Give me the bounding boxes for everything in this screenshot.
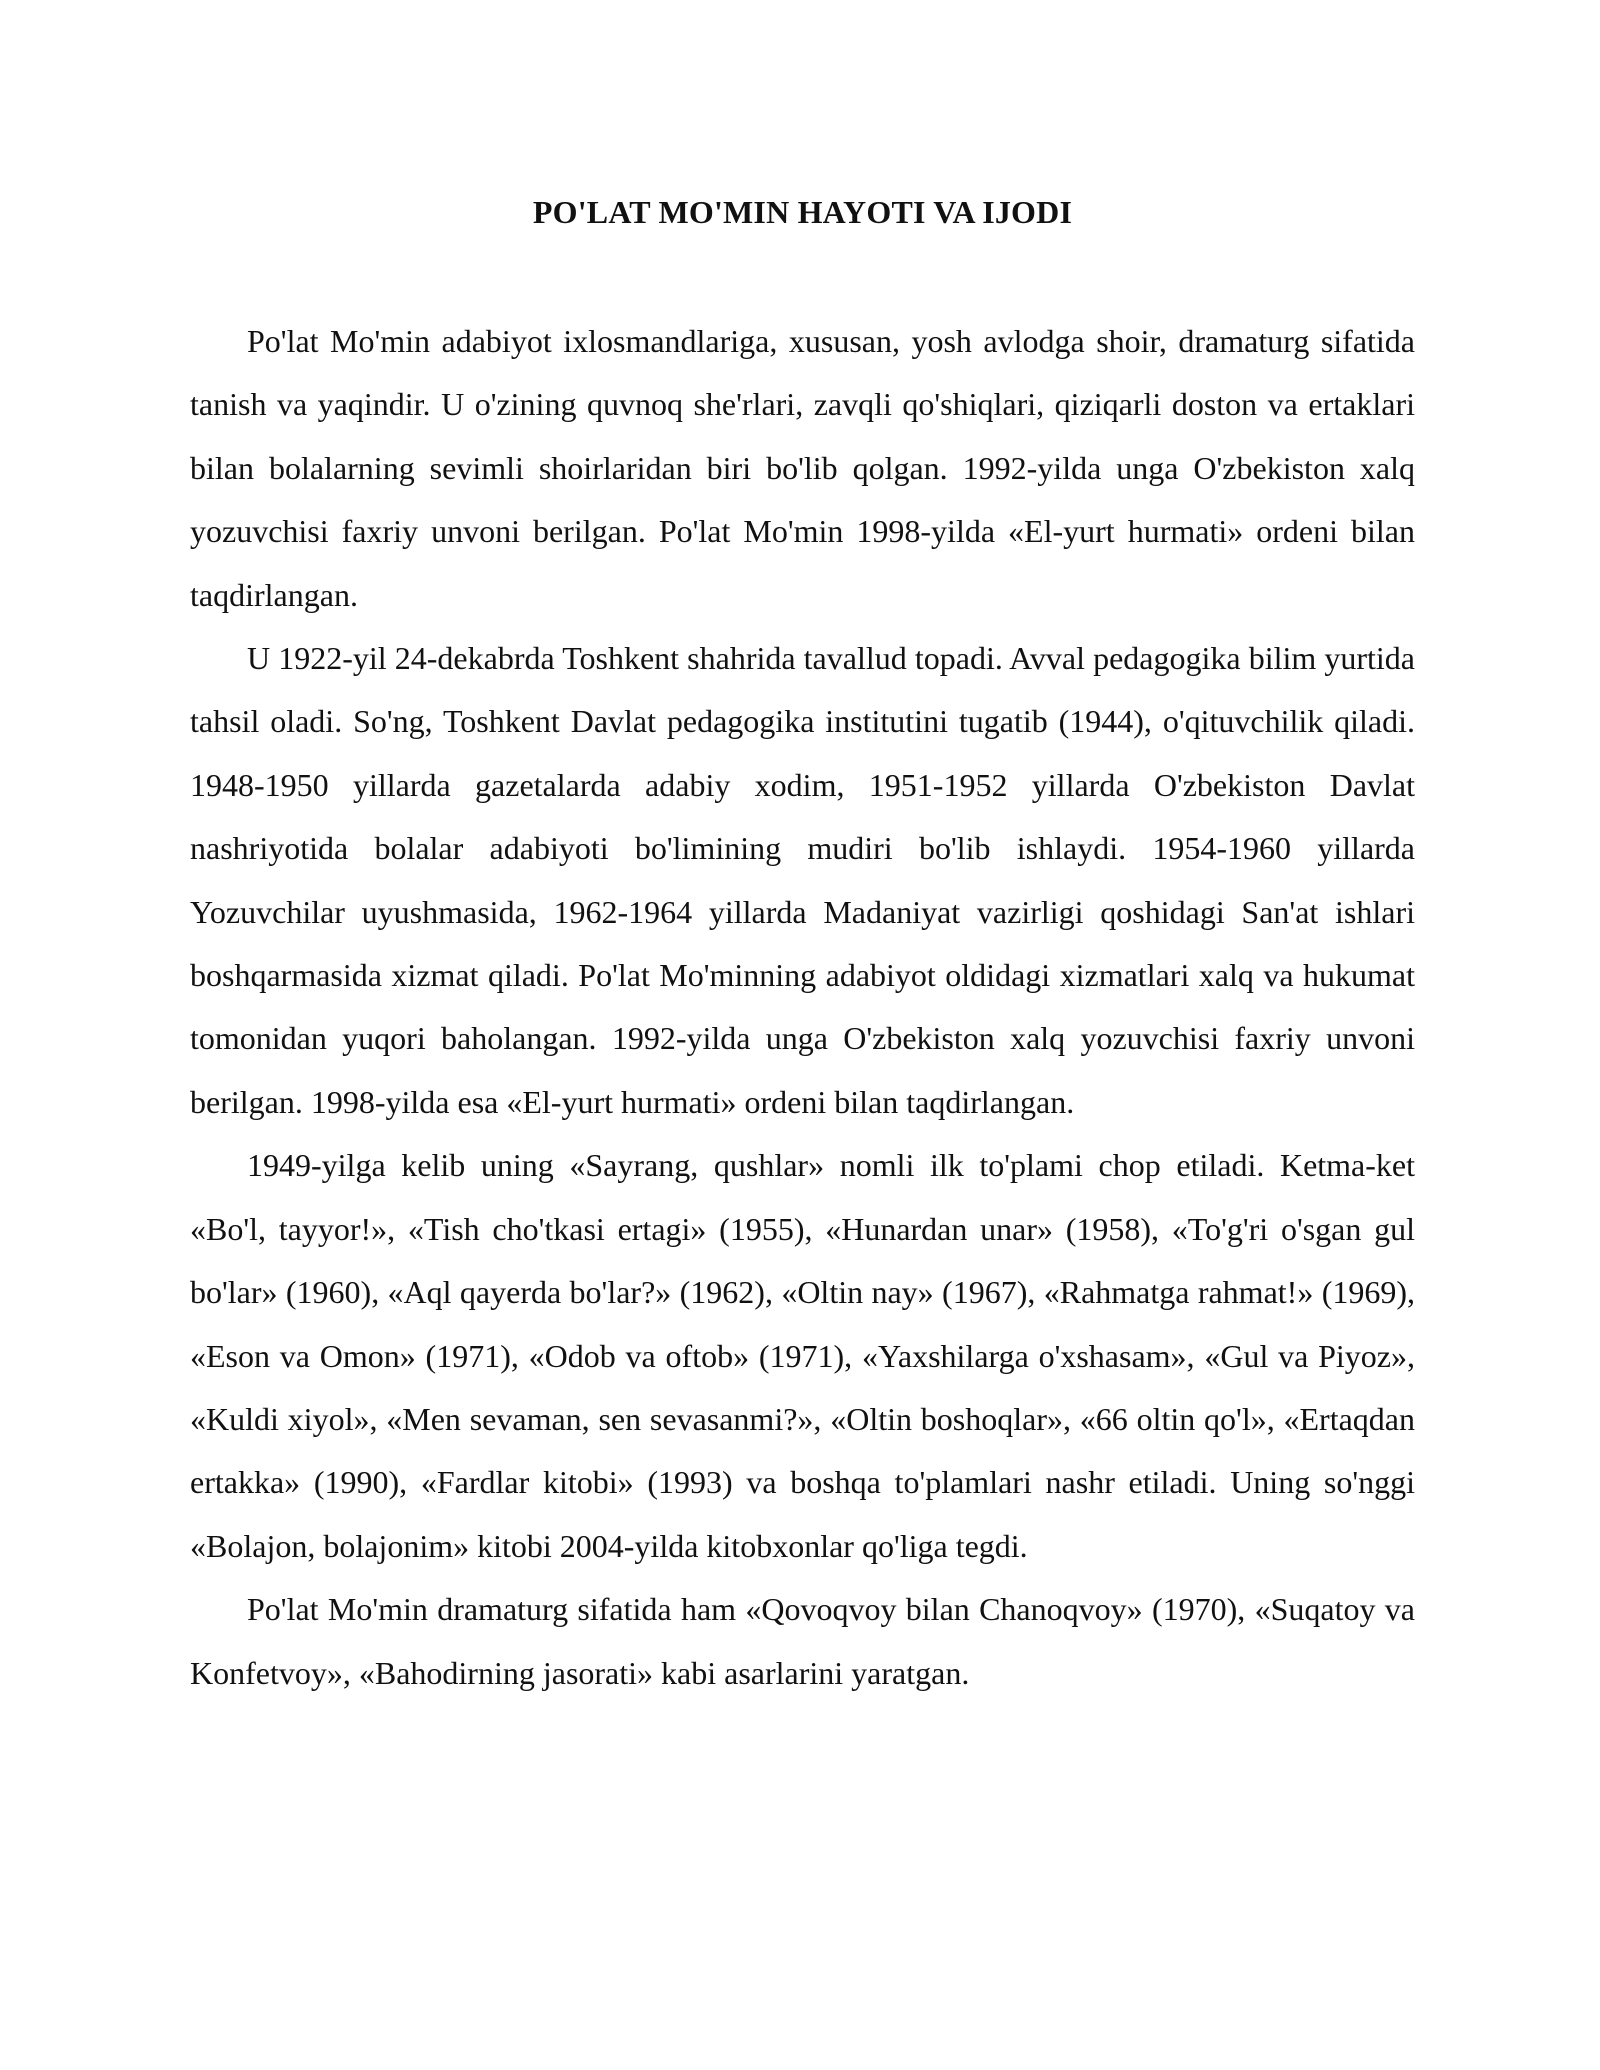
paragraph-2: U 1922-yil 24-dekabrda Toshkent shahrida tavallud topadi. Avval pedagogika bilim yurtida tahsil oladi. So'ng, Toshkent Davlat pedagogika institutini tugatib (1944), o'qituvchilik qiladi. 1948-1950 yillarda gazetalarda adabiy xodim, 1951-1952 yillarda O'zbekiston Davlat nashriyotida bolalar adabiyoti bo'limining mudiri bo'lib ishlaydi. 1954-1960 yillarda Yozuvchilar uyushmasida, 1962-1964 yillarda Madaniyat vazirligi qoshidagi San'at ishlari boshqarmasida xizmat qiladi. Po'lat Mo'minning adabiyot oldidagi xizmatlari xalq va hukumat tomonidan yuqori baholangan. 1992-yilda unga O'zbekiston xalq yozuvchisi faxriy unvoni berilgan. 1998-yilda esa «El-yurt hurmati» ordeni bilan taqdirlangan. [190, 640, 1415, 1120]
page-title: PO'LAT MO'MIN HAYOTI VA IJODI [532, 194, 1073, 230]
paragraph-4: Po'lat Mo'min dramaturg sifatida ham «Qovoqvoy bilan Chanoqvoy» (1970), «Suqatoy va Konfetvoy», «Bahodirning jasorati» kabi asarlarini yaratgan. [190, 1591, 1415, 1691]
paragraph-3: 1949-yilga kelib uning «Sayrang, qushlar» nomli ilk to'plami chop etiladi. Ketma-ket «Bo'l, tayyor!», «Tish cho'tkasi ertagi» (1955), «Hunardan unar» (1958), «To'g'ri o'sgan gul bo'lar» (1960), «Aql qayerda bo'lar?» (1962), «Oltin nay» (1967), «Rahmatga rahmat!» (1969), «Eson va Omon» (1971), «Odob va oftob» (1971), «Yaxshilarga o'xshasam», «Gul va Piyoz», «Kuldi xiyol», «Men sevaman, sen sevasanmi?», «Oltin boshoqlar», «66 oltin qo'l», «Ertaqdan ertakka» (1990), «Fardlar kitobi» (1993) va boshqa to'plamlari nashr etiladi. Uning so'nggi «Bolajon, bolajonim» kitobi 2004-yilda kitobxonlar qo'liga tegdi. [190, 1147, 1415, 1564]
paragraph-1: Po'lat Mo'min adabiyot ixlosmandlariga, xususan, yosh avlodga shoir, dramaturg sifatida tanish va yaqindir. U o'zining quvnoq she'rlari, zavqli qo'shiqlari, qiziqarli doston va ertaklari bilan bolalarning sevimli shoirlaridan biri bo'lib qolgan. 1992-yilda unga O'zbekiston xalq yozuvchisi faxriy unvoni berilgan. Po'lat Mo'min 1998-yilda «El-yurt hurmati» ordeni bilan taqdirlangan. [190, 323, 1415, 613]
document-body [190, 310, 1415, 1705]
